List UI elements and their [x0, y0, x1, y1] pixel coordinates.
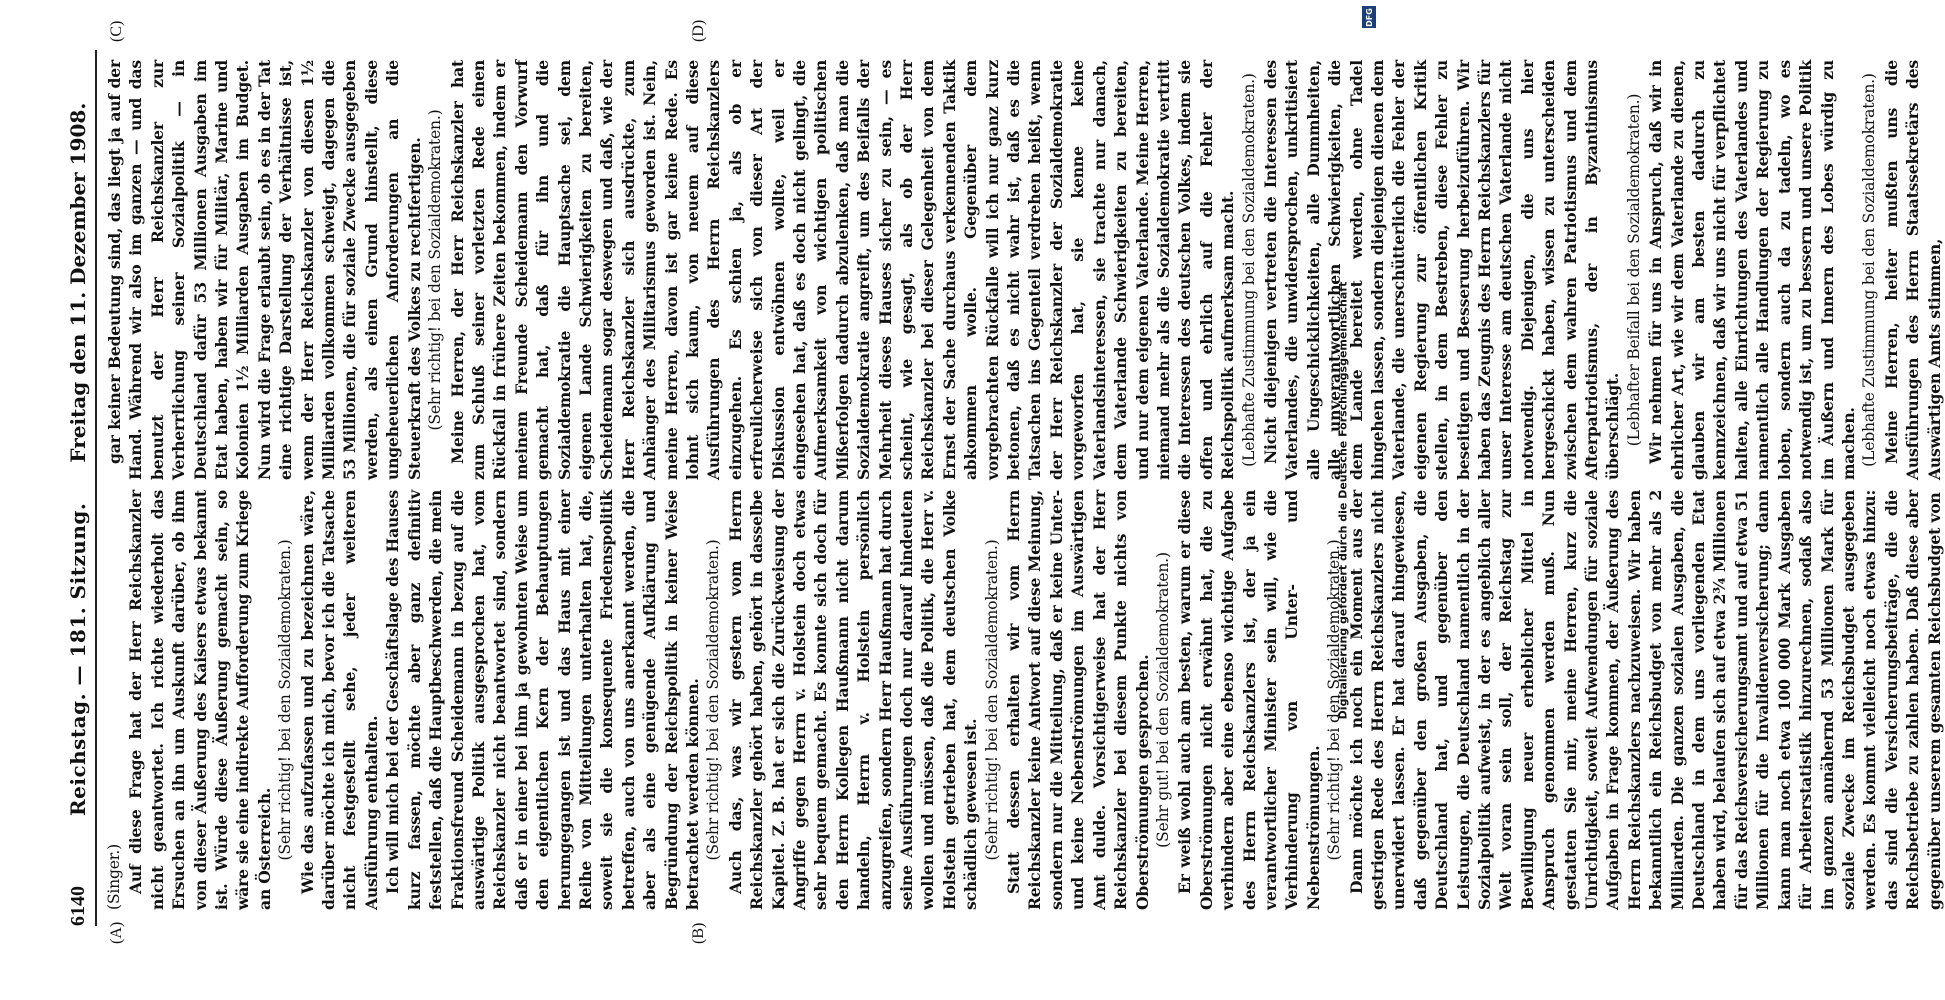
paragraph: Er weiß wohl auch am besten, warum er diese Oberströmungen nicht erwähnt hat, die zu verhindern aber eine ebenso wichtige Aufgabe des Herrn Reichskanzlers ist, der ja ein verantwortlicher Minister sein will, wie die Verhinderung von Unter- und Nebenströmungen.: [1175, 490, 1323, 910]
dfg-logo-text: DFG: [1364, 7, 1374, 27]
margin-mark-c: (C): [108, 20, 125, 42]
right-column: [104, 60, 1944, 480]
interjection: (Sehr richtig! bei den Sozialdemokraten.): [426, 109, 445, 431]
paragraph: Auf diese Frage hat der Herr Reichskanzler nicht geantwortet. Ich richte wiederholt das Ersuchen an ihn um Auskunft darüber, ob ihm von dieser Äußerung des Kaisers etwas bekannt ist. Würde diese Äußerung gemacht sein, so wäre sie eine indirekte Aufforderung zum Kriege an Österreich.: [126, 490, 274, 910]
header-rule: [95, 50, 97, 926]
margin-mark-b: (B): [690, 922, 707, 944]
interjection: (Sehr richtig! bei den Sozialdemokraten.): [982, 539, 1001, 861]
paragraph: Meine Herren, der Herr Reichskanzler hat zum Schluß seiner vorletzten Rede einen Rückfall in frühere Zeiten bekommen, indem er meinem Freunde Scheidemann den Vorwurf gemacht hat, daß für ihn und die Sozialdemokratie die Hauptsache sei, dem eigenen Lande Schwierigkeiten zu bereiten, Scheidemann sogar deswegen und daß, wie der Herr Reichskanzler sich ausdrückte, zum Anhänger des Militarismus geworden ist. Nein, meine Herren, davon ist gar keine Rede. Es lohnt sich kaum, von neuem auf diese Ausführungen des Herrn Reichskanzlers einzugehen. Es schien ja, als ob er erfreulicherweise sich von dieser Art der Diskussion entwöhnen wollte, weil er eingesehen hat, daß es doch nicht gelingt, die Aufmerksamkeit von wichtigen politischen Mißerfolgen dadurch abzulenken, daß man die Sozialdemokratie angreift, um des Beifalls der Mehrheit dieses Hauses sicher zu sein, — es scheint, wie gesagt, als ob der Herr Reichskanzler bei dieser Gelegenheit von dem Ernst der Sache durchaus verkennenden Taktik abkommen wolle. Gegenüber dem vorgebrachten Rückfalle will ich nur ganz kurz betonen, daß es nicht wahr ist, daß es die Tatsachen ins Gegenteil verdrehen heißt, wenn der Herr Reichskanzler der Sozialdemokratie vorgeworfen hat, sie kenne keine Vaterlandsinteressen, sie trachte nur danach, dem Vaterlande Schwierigkeiten zu bereiten, und nur dem eigenen Vaterlande. Meine Herren, niemand mehr als die Sozialdemokratie vertritt die Interessen des deutschen Volkes, indem sie offen und ehrlich auf die Fehler der Reichspolitik aufmerksam macht.: [447, 60, 1238, 480]
paragraph: Meine Herren, heiter mußten uns die Ausführungen des Herrn Staatssekretärs des Auswärtigen Amts stimmen,: [1881, 60, 1944, 480]
paragraph: Auch das, was wir gestern vom Herrn Reichskanzler gehört haben, gehört in dasselbe Kapitel. Z. B. hat er sich die Zurückweisung der Angriffe gegen Herrn v. Holstein doch etwas sehr bequem gemacht. Es konnte sich doch für den Herrn Kollegen Haußmann nicht darum handeln, Herrn v. Holstein persönlich anzugreifen, sondern Herr Haußmann hat durch seine Ausführungen doch nur darauf hindeuten wollen und müssen, daß die Politik, die Herr v. Holstein getrieben hat, dem deutschen Volke schädlich gewesen ist.: [725, 490, 981, 910]
running-title: Reichstag. — 181. Sitzung.: [66, 502, 90, 816]
paragraph: Nicht diejenigen vertreten die Interessen des Vaterlandes, die unwidersprochen, unkritisiert alle Ungeschicklichkeiten, alle Dummheiten, alle unverantwortlichen Schwierigkeiten, die dem Lande bereitet werden, ohne Tadel hingehen lassen, sondern diejenigen dienen dem Vaterlande, die unerschütterlich die Fehler der eigenen Regierung zur öffentlichen Kritik stellen, in dem Bestreben, diese Fehler zu beseitigen und Besserung herbeizuführen. Wir haben das Zeugnis des Herrn Reichskanzlers für unser Interesse am deutschen Vaterlande nicht notwendig. Diejenigen, die uns hier hergeschickt haben, wissen zu unterscheiden zwischen dem wahren Patriotismus und dem Afterpatriotismus, der in Byzantinismus überschlägt.: [1260, 60, 1623, 480]
paragraph: gar keiner Bedeutung sind, das liegt ja auf der Hand. Während wir also im ganzen — und das benutzt der Herr Reichskanzler zur Verherrlichung seiner Sozialpolitik — in Deutschland dafür 53 Millionen Ausgaben im Etat haben, haben wir für Militär, Marine und Kolonien 1½ Milliarden Ausgaben im Budget. Nun wird die Frage erlaubt sein, ob es in der Tat eine richtige Darstellung der Verhältnisse ist, wenn der Herr Reichskanzler von diesen 1½ Milliarden vollkommen schweigt, dagegen die 53 Millionen, die für soziale Zwecke ausgegeben werden, als einen Grund hinstellt, diese ungeheuerlichen Anforderungen an die Steuerkraft des Volkes zu rechtfertigen.: [105, 60, 424, 480]
paragraph: Wir nehmen für uns in Anspruch, daß wir in ehrlicher Art, wie wir dem Vaterlande zu dienen, glauben wir am besten dadurch zu kennzeichnen, daß wir uns nicht für verpflichtet halten, alle Einrichtungen des Vaterlandes und namentlich alle Handlungen der Regierung zu loben, sondern auch da zu tadeln, wo es notwendig ist, um zu bessern und unsere Politik im Äußern und Innern des Lobes würdig zu machen.: [1646, 60, 1858, 480]
interjection: (Sehr richtig! bei den Sozialdemokraten.): [276, 539, 295, 861]
session-date: Freitag den 11. Dezember 1908.: [66, 102, 90, 463]
interjection: (Sehr richtig! bei den Sozialdemokraten.): [704, 539, 723, 861]
paragraph: Statt dessen erhalten wir vom Herrn Reichskanzler keine Antwort auf diese Meinung, sondern nur die Mitteilung, daß er keine Unter- und keine Nebenströmungen im Auswärtigen Amt dulde. Vorsichtigerweise hat der Herr Reichskanzler bei diesem Punkte nichts von Oberströmungen gesprochen.: [1004, 490, 1152, 910]
speaker-name: (Singer.): [105, 844, 123, 910]
interjection: (Sehr richtig! bei den Sozialdemokraten.): [1325, 539, 1344, 861]
interjection: (Lebhafte Zustimmung bei den Sozialdemokraten.): [1239, 73, 1258, 467]
funding-credit: Digitalisierung gefördert durch die Deutsche Forschungsgemeinschaft: [1336, 281, 1350, 719]
dfg-logo: [1362, 6, 1376, 28]
paragraph: Dann möchte ich noch ein Moment aus der gestrigen Rede des Herrn Reichskanzlers nicht unerwidert lassen. Er hat darauf hingewiesen, daß gegenüber den großen Ausgaben, die Deutschland hat, und gegenüber den Leistungen, die Deutschland namentlich in der Sozialpolitik aufweist, in der es angeblich aller Welt voran sein soll, der Reichstag zur Bewilligung neuer erheblicher Mittel in Anspruch genommen werden muß. Nun gestatten Sie mir, meine Herren, kurz die Unrichtigkeit, soweit Aufwendungen für soziale Aufgaben in Frage kommen, der Äußerung des Herrn Reichskanzlers nachzuweisen. Wir haben bekanntlich ein Reichsbudget von mehr als 2 Milliarden. Die ganzen sozialen Ausgaben, die Deutschland in dem uns vorliegenden Etat haben wird, belaufen sich auf etwa 2¾ Millionen für das Reichsversicherungsamt und auf etwa 51 Millionen für die Invalidenversicherung; dann kann man noch etwa 100 000 Mark Ausgaben für Arbeiterstatistik hinzurechnen, sodaß also im ganzen annähernd 53 Millionen Mark für soziale Zwecke im Reichsbudget ausgegeben werden. Es kommt vielleicht noch etwas hinzu: das sind die Versicherungsbeiträge, die die Reichsbetriebe zu zahlen haben. Daß diese aber gegenüber unserem gesamten Reichsbudget von: [1346, 490, 1944, 910]
digitization-note: [1323, 10, 1363, 990]
interjection: (Sehr gut! bei den Sozialdemokraten.): [1153, 552, 1172, 848]
paragraph: Wie das aufzufassen und zu bezeichnen wäre, darüber möchte ich mich, bevor ich die Tatsache nicht festgestellt sehe, jeder weiteren Ausführung enthalten.: [297, 490, 381, 910]
interjection: (Lebhafte Zustimmung bei den Sozialdemokraten.): [1860, 73, 1879, 467]
page-header: [66, 50, 90, 926]
paragraph: Ich will mich bei der Geschäftslage des Hauses kurz fassen, möchte aber ganz definitiv feststellen, daß die Hauptbeschwerden, die mein Fraktionsfreund Scheidemann in bezug auf die auswärtige Politik ausgesprochen hat, vom Reichskanzler nicht beantwortet sind, sondern daß er in einer bei ihm ja gewohnten Weise um den eigentlichen Kern der Behauptungen herumgegangen ist und das Haus mit einer Reihe von Mitteilungen unterhalten hat, die, soweit sie die konsequente Friedenspolitik betreffen, auch von uns anerkannt werden, die aber als eine genügende Aufklärung und Begründung der Reichspolitik in keiner Weise betrachtet werden können.: [383, 490, 702, 910]
interjection: (Lebhafter Beifall bei den Sozialdemokraten.): [1624, 93, 1643, 447]
margin-mark-a: (A): [108, 921, 125, 944]
page-number: 6140: [66, 886, 89, 926]
margin-mark-d: (D): [690, 19, 707, 42]
